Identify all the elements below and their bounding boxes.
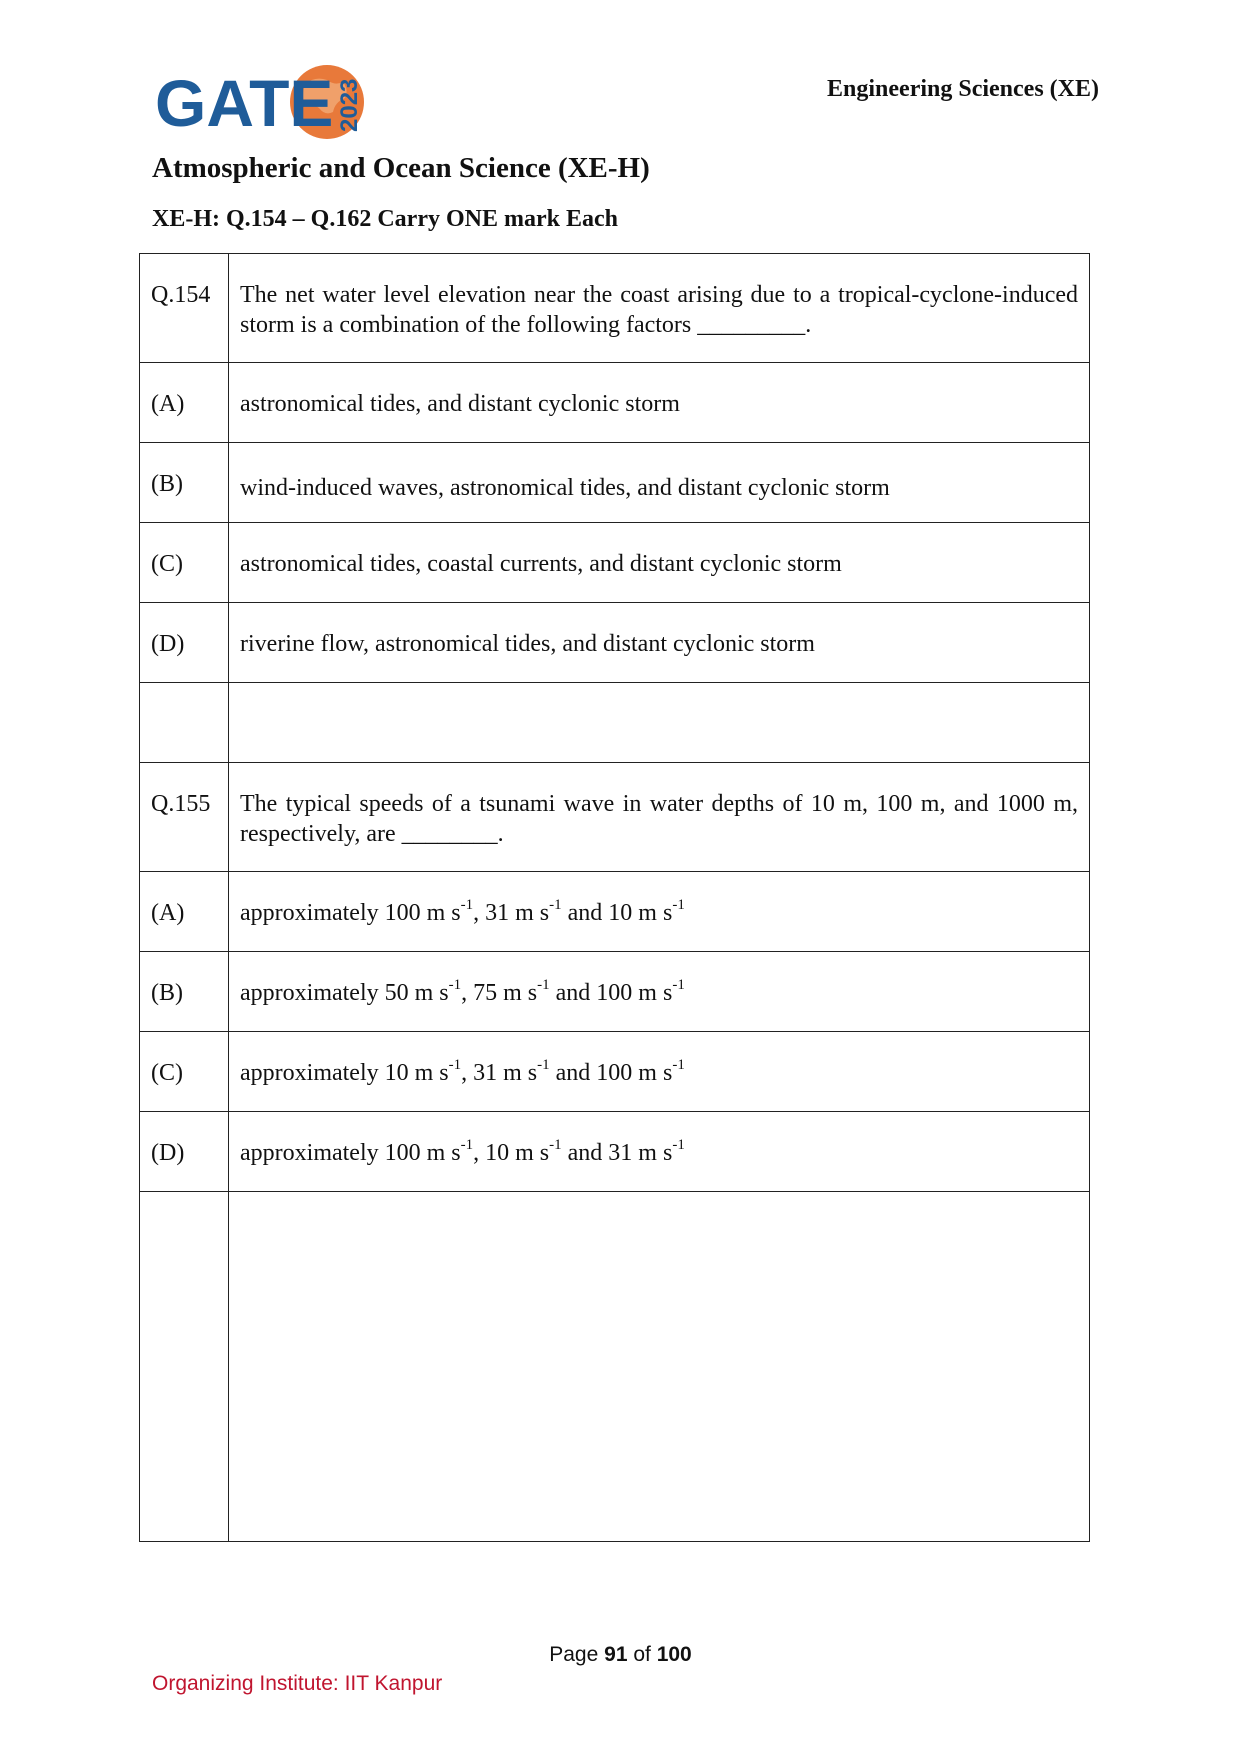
- question-row: [140, 763, 1090, 872]
- svg-text:GATE: GATE: [155, 66, 334, 140]
- option-label: (B): [151, 980, 183, 1006]
- option-row: [140, 603, 1090, 683]
- spacer-row: [140, 683, 1090, 763]
- question-text: The net water level elevation near the coast arising due to a tropical-cyclone-induced storm is a combination of the following factors _________.: [240, 282, 1078, 338]
- option-label: (C): [151, 551, 183, 577]
- gate-2023-logo-graphic: [155, 62, 375, 142]
- option-text: approximately 100 m $s^{-1}$, 10 m $s^{-1}$ and 31 m $s^{-1}$: [240, 1137, 685, 1166]
- option-row: [140, 1032, 1090, 1112]
- option-label: (C): [151, 1060, 183, 1086]
- page-number: Page 91 of 100: [549, 1643, 692, 1666]
- section-subtitle: XE-H: Q.154 – Q.162 Carry ONE mark Each: [152, 206, 618, 232]
- option-text: approximately 10 m $s^{-1}$, 31 m $s^{-1}$ and 100 m $s^{-1}$: [240, 1057, 685, 1086]
- question-number: Q.155: [151, 791, 211, 817]
- option-text: wind-induced waves, astronomical tides, and distant cyclonic storm: [240, 475, 890, 501]
- option-label: (A): [151, 900, 185, 926]
- svg-text:2023: 2023: [336, 78, 363, 132]
- option-label: (D): [151, 1140, 185, 1166]
- section-title: Atmospheric and Ocean Science (XE-H): [152, 152, 650, 184]
- question-text: The typical speeds of a tsunami wave in water depths of 10 m, 100 m, and 1000 m, respectively, are ________.: [240, 791, 1078, 847]
- organizing-institute: Organizing Institute: IIT Kanpur: [152, 1672, 443, 1695]
- option-text: astronomical tides, and distant cyclonic storm: [240, 391, 680, 417]
- question-table: [139, 253, 1090, 1542]
- question-number-cell: [140, 254, 229, 363]
- question-row: [140, 254, 1090, 363]
- option-text: approximately 100 m $s^{-1}$, 31 m $s^{-1}$ and 10 m $s^{-1}$: [240, 897, 685, 926]
- option-row: [140, 523, 1090, 603]
- question-number: Q.154: [151, 282, 211, 308]
- option-row: [140, 363, 1090, 443]
- spacer-row: [140, 1192, 1090, 1542]
- option-text: riverine flow, astronomical tides, and distant cyclonic storm: [240, 631, 815, 657]
- option-text: astronomical tides, coastal currents, and distant cyclonic storm: [240, 551, 842, 577]
- option-row: [140, 952, 1090, 1032]
- option-text: approximately 50 m $s^{-1}$, 75 m $s^{-1}$ and 100 m $s^{-1}$: [240, 977, 685, 1006]
- option-label: (D): [151, 631, 185, 657]
- option-label: (B): [151, 471, 183, 497]
- option-row: [140, 443, 1090, 523]
- option-row: [140, 872, 1090, 952]
- option-label: (A): [151, 391, 185, 417]
- option-row: [140, 1112, 1090, 1192]
- gate-logo: [155, 62, 375, 142]
- exam-name: Engineering Sciences (XE): [827, 76, 1099, 102]
- question-text-cell: [229, 254, 1090, 363]
